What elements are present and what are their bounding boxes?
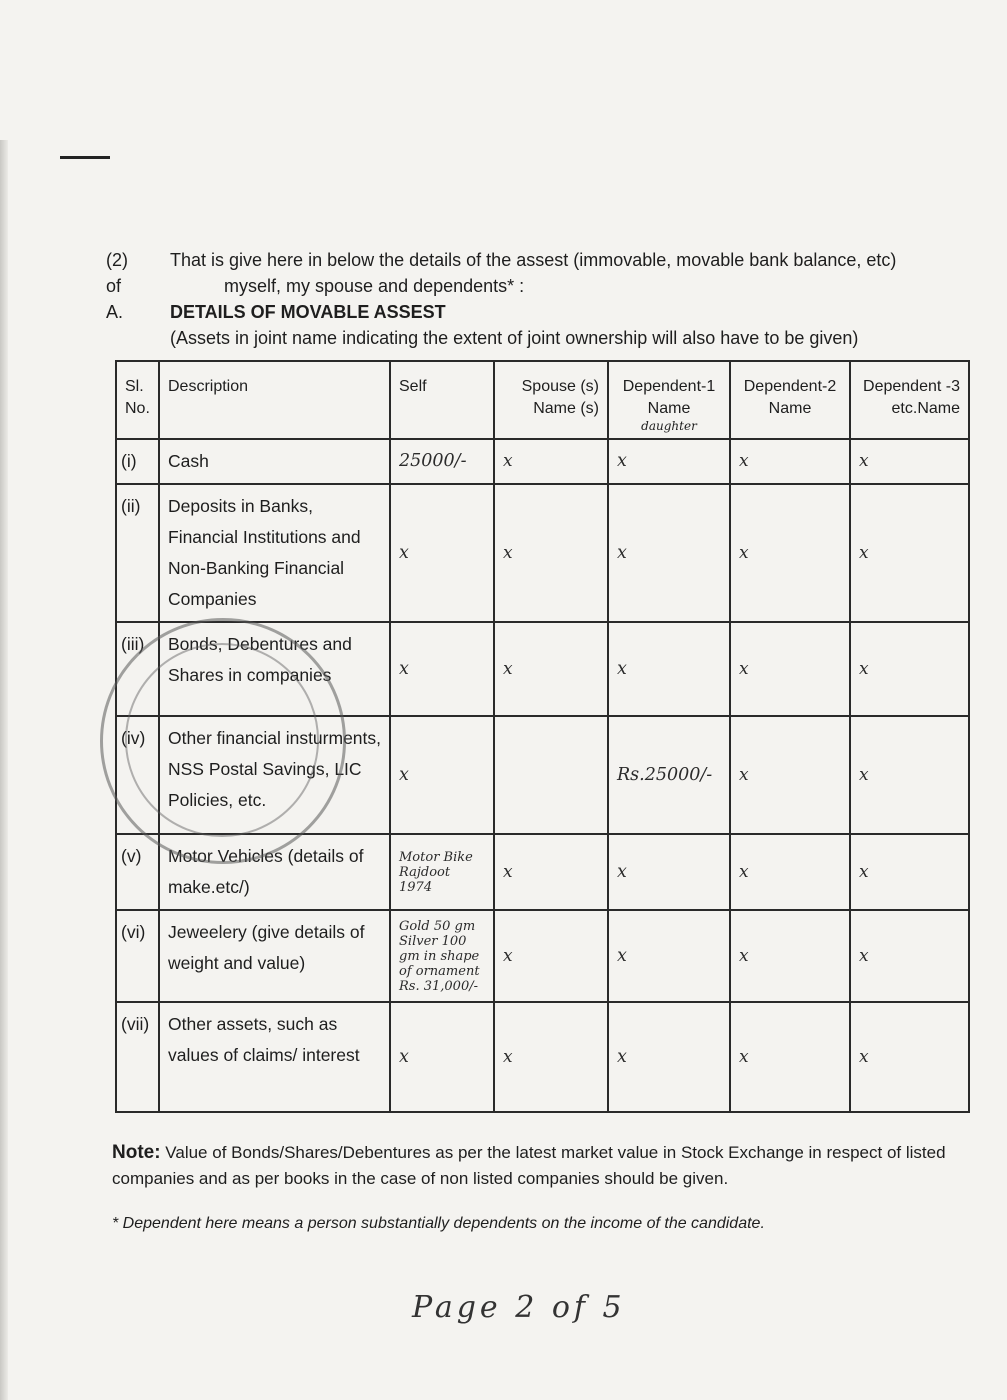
header-description: Description: [159, 361, 390, 439]
row-dependent-2-value: x: [730, 622, 850, 716]
row-dependent-2-value: x: [730, 1002, 850, 1112]
table-row: [116, 622, 969, 716]
row-description: Deposits in Banks, Financial Institutions and Non-Banking Financial Companies: [159, 484, 390, 622]
row-spouse-value: x: [494, 622, 608, 716]
row-self-value: x: [390, 1002, 494, 1112]
table-row: [116, 1002, 969, 1112]
row-description: Other assets, such as values of claims/ interest: [159, 1002, 390, 1112]
note-block: [112, 1140, 992, 1192]
row-dependent-2-value: x: [730, 910, 850, 1002]
scan-edge-shadow: [0, 140, 8, 1400]
row-dependent-1-value: x: [608, 439, 730, 484]
note-label: Note:: [112, 1142, 161, 1163]
row-self-value: Motor Bike Rajdoot 1974: [390, 834, 494, 910]
row-serial-number: (iii): [116, 622, 159, 716]
dependent-footnote: * Dependent here means a person substantially dependents on the income of the candidate.: [112, 1215, 765, 1232]
row-dependent-3-value: x: [850, 716, 969, 834]
row-description: Other financial insturments, NSS Postal Savings, LIC Policies, etc.: [159, 716, 390, 834]
note-text: Value of Bonds/Shares/Debentures as per the latest market value in Stock Exchange in respect of listed companies and as per books in the case of non listed companies should be given.: [112, 1143, 946, 1188]
movable-assets-table: [115, 360, 970, 1113]
row-dependent-1-value: x: [608, 910, 730, 1002]
row-serial-number: (vii): [116, 1002, 159, 1112]
header-dependent-1-label: Dependent-1 Name: [622, 378, 716, 417]
row-serial-number: (i): [116, 439, 159, 484]
table-header-row: [116, 361, 969, 439]
row-self-value: x: [390, 484, 494, 622]
row-spouse-value: x: [494, 834, 608, 910]
row-dependent-3-value: x: [850, 1002, 969, 1112]
row-dependent-3-value: x: [850, 622, 969, 716]
top-dash-mark: [60, 156, 110, 159]
section-title: DETAILS OF MOVABLE ASSEST: [170, 302, 446, 322]
row-spouse-value: x: [494, 1002, 608, 1112]
row-spouse-value: x: [494, 484, 608, 622]
row-description: Bonds, Debentures and Shares in companies: [159, 622, 390, 716]
header-dependent-3: Dependent -3 etc.Name: [850, 361, 969, 439]
row-dependent-3-value: x: [850, 834, 969, 910]
header-sl: Sl. No.: [116, 361, 159, 439]
row-dependent-1-value: Rs.25000/-: [608, 716, 730, 834]
page-number-handwritten: Page 2 of 5: [412, 1290, 626, 1325]
table-row: [116, 439, 969, 484]
row-description: Motor Vehicles (details of make.etc/): [159, 834, 390, 910]
row-dependent-2-value: x: [730, 439, 850, 484]
table-row: [116, 484, 969, 622]
row-spouse-value: x: [494, 439, 608, 484]
intro-text-2: myself, my spouse and dependents* :: [224, 276, 525, 296]
table-row: [116, 716, 969, 834]
of-label: of: [106, 276, 122, 296]
header-dependent-2: Dependent-2 Name: [730, 361, 850, 439]
row-dependent-3-value: x: [850, 439, 969, 484]
row-self-value: 25000/-: [390, 439, 494, 484]
row-spouse-value: [494, 716, 608, 834]
row-dependent-3-value: x: [850, 910, 969, 1002]
row-dependent-1-value: x: [608, 622, 730, 716]
row-serial-number: (v): [116, 834, 159, 910]
row-dependent-2-value: x: [730, 716, 850, 834]
row-self-value: x: [390, 716, 494, 834]
row-self-value: x: [390, 622, 494, 716]
row-dependent-2-value: x: [730, 484, 850, 622]
intro-text-1: That is give here in below the details of the assest (immovable, movable bank balance, etc): [170, 250, 897, 270]
row-serial-number: (vi): [116, 910, 159, 1002]
row-serial-number: (iv): [116, 716, 159, 834]
header-dependent-1: [608, 361, 730, 439]
item-number: (2): [106, 250, 128, 270]
header-dependent-1-note: daughter: [641, 419, 697, 433]
row-spouse-value: x: [494, 910, 608, 1002]
header-self: Self: [390, 361, 494, 439]
header-spouse: Spouse (s) Name (s): [494, 361, 608, 439]
row-serial-number: (ii): [116, 484, 159, 622]
row-dependent-1-value: x: [608, 1002, 730, 1112]
table-row: [116, 910, 969, 1002]
row-description: Cash: [159, 439, 390, 484]
section-letter: A.: [106, 302, 124, 322]
row-dependent-1-value: x: [608, 484, 730, 622]
section-subtitle: (Assets in joint name indicating the extent of joint ownership will also have to be given): [170, 328, 859, 348]
row-self-value: Gold 50 gm Silver 100 gm in shape of ornament Rs. 31,000/-: [390, 910, 494, 1002]
table-row: [116, 834, 969, 910]
row-dependent-3-value: x: [850, 484, 969, 622]
row-dependent-2-value: x: [730, 834, 850, 910]
row-description: Jeweelery (give details of weight and value): [159, 910, 390, 1002]
row-dependent-1-value: x: [608, 834, 730, 910]
